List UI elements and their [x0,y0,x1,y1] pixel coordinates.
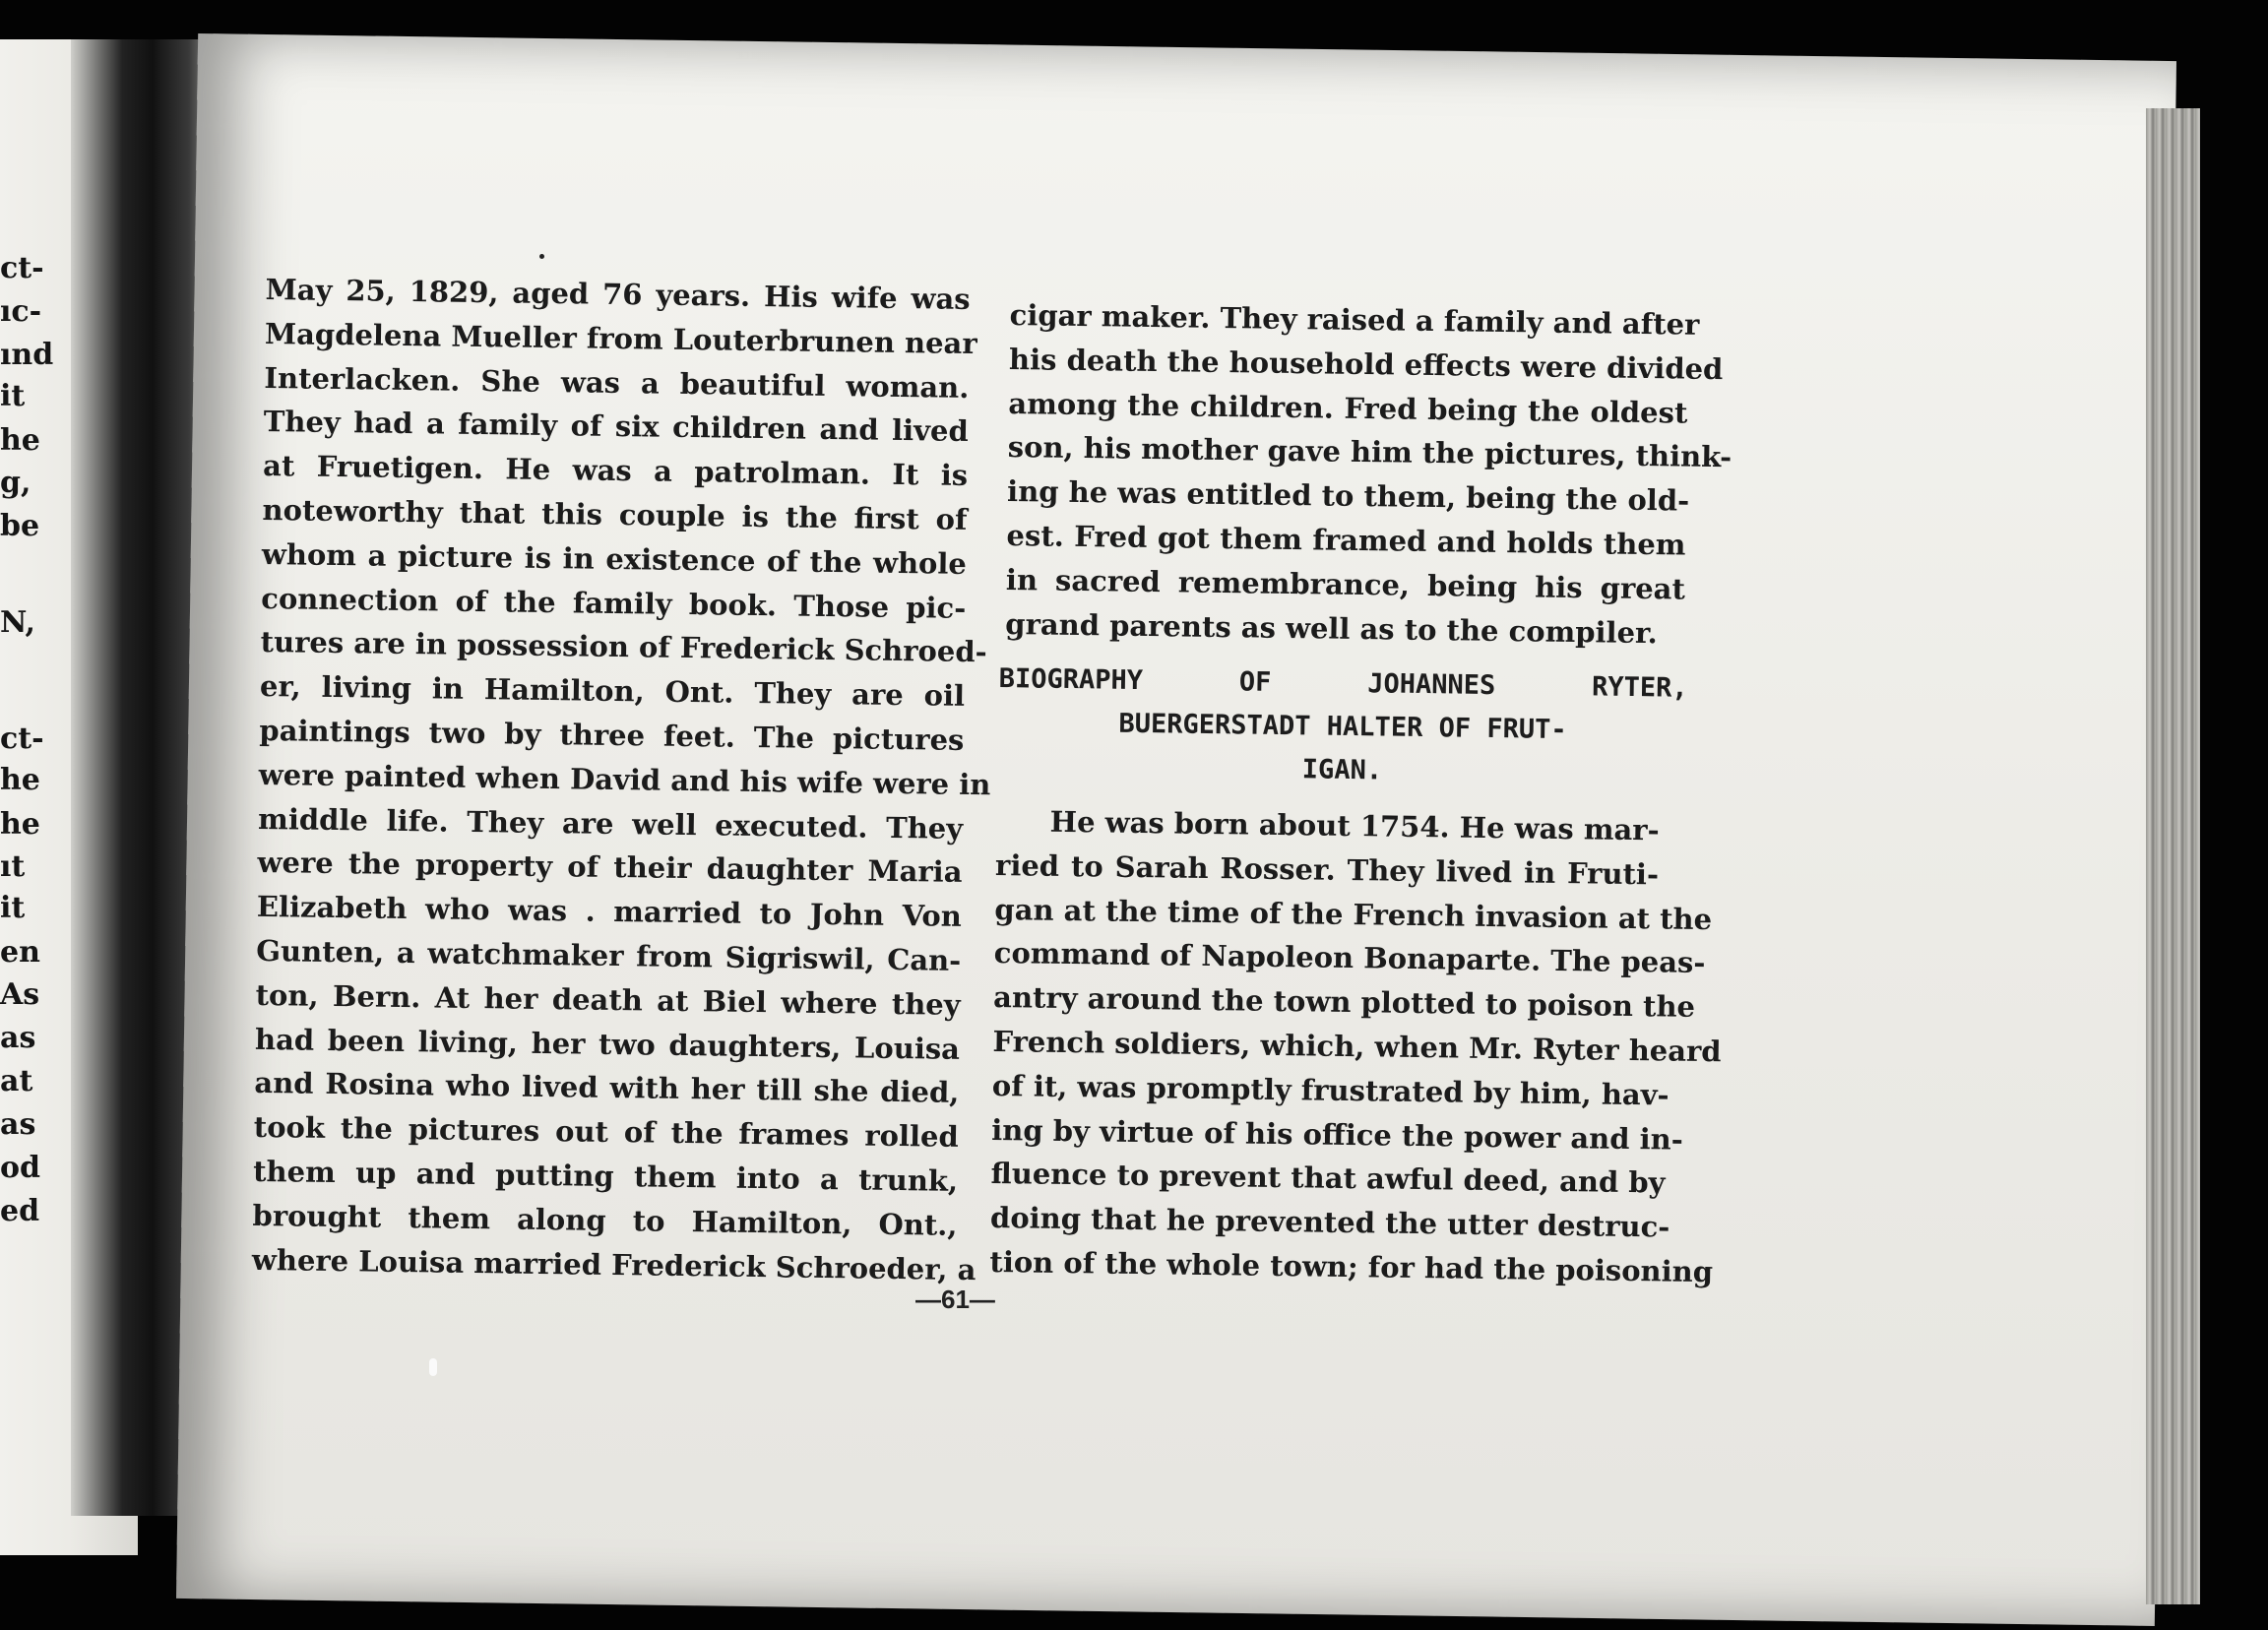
text-line: May 25, 1829, aged 76 years. His wife was [265,272,971,316]
left-page-fragment: ınd [0,338,54,372]
text-line: son, his mother gave him the pictures, think- [1007,430,1732,474]
text-line: whom a picture is in existence of the whole [261,536,968,581]
left-page-fragment: at [0,1064,33,1098]
text-line: er, living in Hamilton, Ont. They are oil [259,669,966,714]
text-line: ing by virtue of his office the power and in- [991,1112,1683,1157]
text-line: antry around the town plotted to poison the [992,980,1696,1025]
text-line: French soldiers, which, when Mr. Ryter heard [992,1024,1722,1069]
text-line: were painted when David and his wife were in [258,757,991,802]
text-line: Elizabeth who was . married to John Von [256,890,963,934]
text-line: doing that he prevented the utter destruc- [989,1201,1670,1244]
text-line: and Rosina who lived with her till she died, [254,1066,960,1110]
text-line: them up and putting them into a trunk, [252,1154,959,1198]
left-page-fragment: ct- [0,251,44,285]
heading-line: IGAN. [1301,754,1383,786]
text-line: noteworthy that this couple is the first of [262,492,968,536]
text-line: They had a family of six children and lived [263,405,969,449]
left-page-fragment: ct- [0,721,44,756]
text-line: took the pictures out of the frames rolled [253,1110,959,1155]
text-line: Interlacken. She was a beautiful woman. [264,360,970,405]
text-line: Magdelena Mueller from Louterbrunen near [264,316,977,360]
text-line: ried to Sarah Rosser. They lived in Fruti- [994,847,1660,892]
text-line: gan at the time of the French invasion at the [994,892,1713,936]
text-line: command of Napoleon Bonaparte. The peas- [993,936,1706,980]
dust-speck [539,254,544,259]
right-text-column-bottom [989,799,1722,1293]
text-line: at Fruetigen. He was a patrolman. It is [262,449,969,493]
left-page-fragment: As [0,977,40,1012]
left-page-fragment: en [0,935,40,970]
text-line: in sacred remembrance, being his great [1005,562,1686,606]
text-line: grand parents as well as to the compiler. [1005,606,1658,650]
text-line: tures are in possession of Frederick Schroed- [260,625,987,669]
right-text-column-top [1005,293,1732,656]
text-line: cigar maker. They raised a family and after [1009,297,1700,342]
left-page-fragment: he [0,763,40,797]
text-line: had been living, her two daughters, Louisa [254,1022,961,1066]
left-page-fragment: he [0,423,40,458]
text-line: paintings two by three feet. The pictures [259,713,965,757]
text-line: among the children. Fred being the oldest [1008,386,1688,430]
left-page-fragment: as [0,1021,36,1055]
text-line: ing he was entitled to them, being the old- [1006,474,1690,518]
text-line: his death the household effects were divided [1008,342,1724,386]
left-page-fragment: he [0,807,40,842]
text-line: were the property of their daughter Maria [257,846,963,890]
heading-line: BUERGERSTADT HALTER OF FRUT- [1118,708,1567,746]
text-line: est. Fred got them framed and holds them [1006,518,1686,562]
text-line: connection of the family book. Those pic- [261,581,967,625]
text-line: tion of the whole town; for had the poisoning [989,1244,1714,1289]
left-page-fragment: g, [0,466,32,500]
left-page-fragment: ed [0,1194,40,1228]
text-line: middle life. They are well executed. They [257,801,964,846]
text-line: Gunten, a watchmaker from Sigriswil, Can- [256,933,962,977]
left-page-fragment: it [0,379,26,413]
page-number: —61— [915,1285,995,1314]
section-heading [997,658,1688,797]
left-page-fragment: as [0,1107,36,1142]
page-edges [2146,108,2200,1604]
text-line: fluence to prevent that awful deed, and by [990,1157,1666,1200]
text-line: He was born about 1754. He was mar- [1049,804,1660,847]
dust-speck [429,1358,437,1376]
left-page-fragment: it [0,891,26,925]
left-page-fragment: ıc- [0,294,42,329]
left-page-fragment: ıt [0,849,26,884]
text-line: where Louisa married Frederick Schroeder, a [251,1242,976,1286]
text-line: of it, was promptly frustrated by him, hav- [991,1068,1670,1112]
left-page-fragment: N, [0,605,35,640]
left-text-column [251,268,991,1291]
text-line: brought them along to Hamilton, Ont., [252,1198,958,1242]
heading-line: BIOGRAPHY OF JOHANNES RYTER, [998,662,1688,704]
left-page-fragment: od [0,1151,40,1185]
left-page-fragment: be [0,509,40,543]
text-line: ton, Bern. At her death at Biel where they [255,977,961,1022]
